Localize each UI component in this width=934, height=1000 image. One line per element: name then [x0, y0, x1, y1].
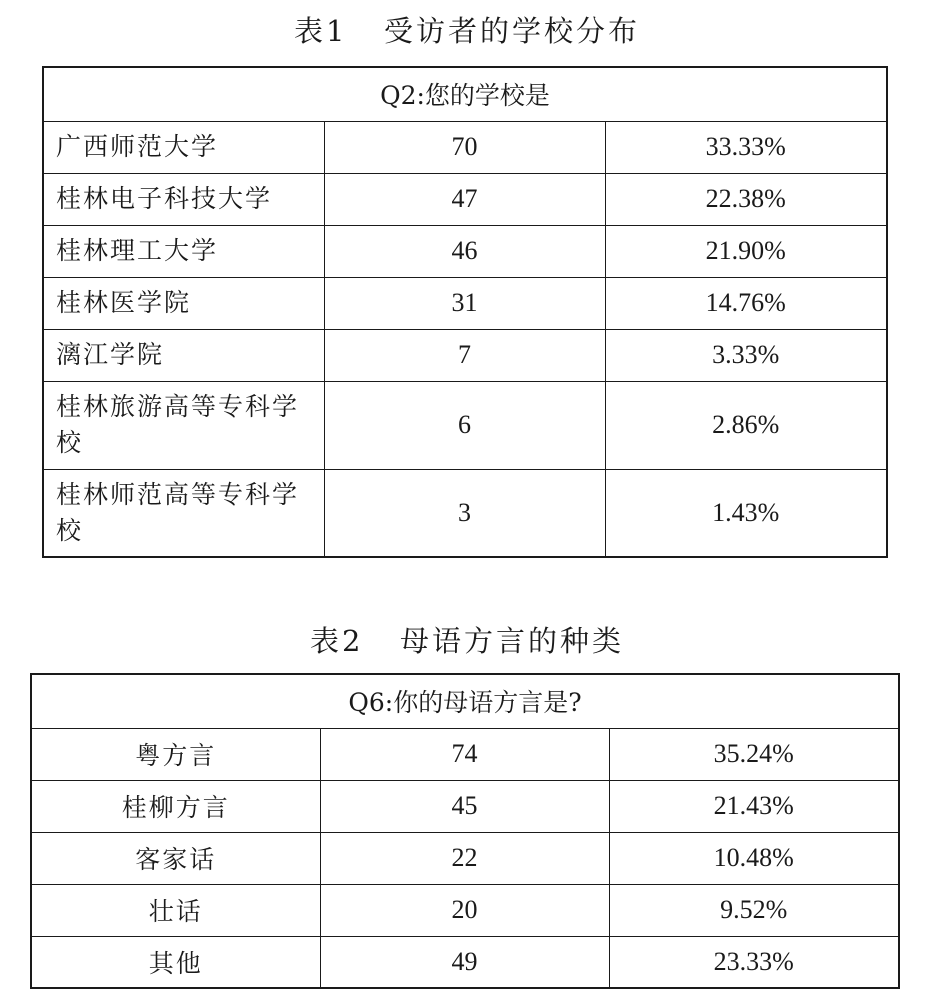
- respondent-count: 31: [324, 277, 605, 329]
- respondent-percent: 23.33%: [609, 936, 899, 988]
- school-name: 桂林医学院: [43, 277, 324, 329]
- table-row: [31, 936, 899, 988]
- table-row: [43, 277, 887, 329]
- respondent-percent: 2.86%: [605, 381, 887, 469]
- respondent-count: 20: [320, 884, 609, 936]
- school-name: 广西师范大学: [43, 121, 324, 173]
- dialect-name: 其他: [31, 936, 320, 988]
- school-name: 桂林旅游高等专科学校: [43, 381, 324, 469]
- respondent-count: 47: [324, 173, 605, 225]
- dialect-type-table: [30, 673, 900, 989]
- respondent-percent: 33.33%: [605, 121, 887, 173]
- respondent-count: 45: [320, 780, 609, 832]
- table-row: [43, 381, 887, 469]
- respondent-count: 7: [324, 329, 605, 381]
- respondent-count: 6: [324, 381, 605, 469]
- dialect-name: 粤方言: [31, 728, 320, 780]
- respondent-percent: 21.90%: [605, 225, 887, 277]
- respondent-percent: 14.76%: [605, 277, 887, 329]
- table-row: [31, 780, 899, 832]
- respondent-percent: 1.43%: [605, 469, 887, 557]
- table-row: [43, 173, 887, 225]
- school-name: 桂林师范高等专科学校: [43, 469, 324, 557]
- table2-header: Q6:你的母语方言是?: [31, 674, 899, 728]
- dialect-name: 客家话: [31, 832, 320, 884]
- table1-caption: 表1 受访者的学校分布: [293, 14, 641, 48]
- respondent-count: 3: [324, 469, 605, 557]
- respondent-count: 74: [320, 728, 609, 780]
- respondent-percent: 35.24%: [609, 728, 899, 780]
- dialect-name: 桂柳方言: [31, 780, 320, 832]
- table-row: [43, 329, 887, 381]
- respondent-percent: 10.48%: [609, 832, 899, 884]
- table2-caption: 表2 母语方言的种类: [309, 624, 625, 658]
- table-row: [31, 728, 899, 780]
- table-row: [43, 469, 887, 557]
- school-distribution-table: [42, 66, 888, 558]
- table-row: [31, 884, 899, 936]
- respondent-percent: 22.38%: [605, 173, 887, 225]
- respondent-count: 22: [320, 832, 609, 884]
- school-name: 漓江学院: [43, 329, 324, 381]
- table1-header: Q2:您的学校是: [43, 67, 887, 121]
- respondent-count: 49: [320, 936, 609, 988]
- school-name: 桂林理工大学: [43, 225, 324, 277]
- school-name: 桂林电子科技大学: [43, 173, 324, 225]
- respondent-percent: 3.33%: [605, 329, 887, 381]
- respondent-percent: 9.52%: [609, 884, 899, 936]
- table-row: [43, 225, 887, 277]
- table-row: [31, 832, 899, 884]
- dialect-name: 壮话: [31, 884, 320, 936]
- table-row: [43, 121, 887, 173]
- respondent-count: 46: [324, 225, 605, 277]
- respondent-count: 70: [324, 121, 605, 173]
- respondent-percent: 21.43%: [609, 780, 899, 832]
